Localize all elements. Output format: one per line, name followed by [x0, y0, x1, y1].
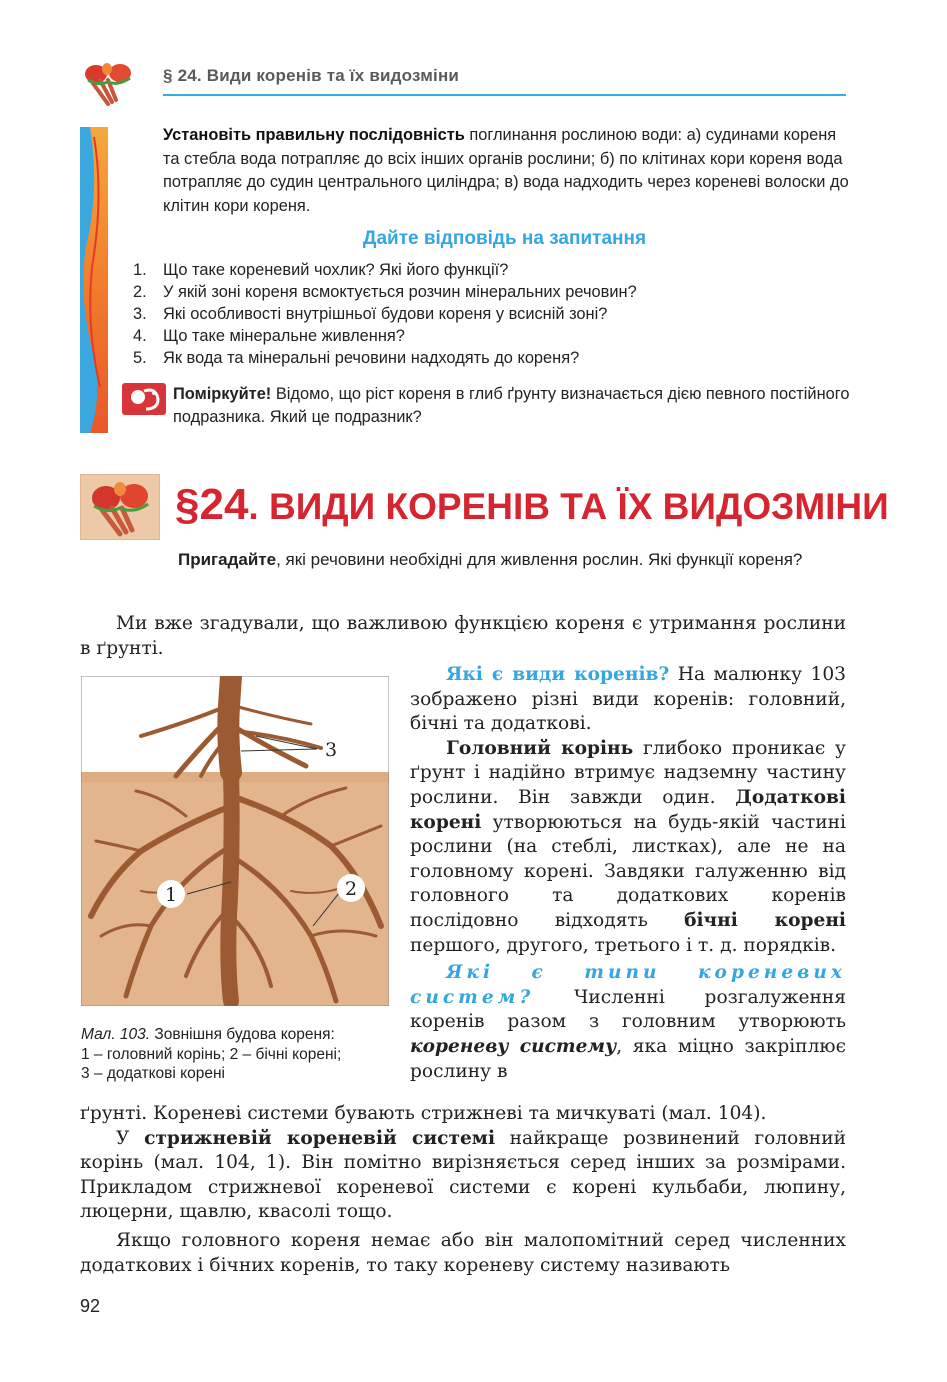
- label-3: 3: [325, 739, 338, 761]
- question-text: У якій зоні кореня всмоктується розчин мінеральних речовин?: [163, 283, 637, 301]
- lateral-text: першого, другого, третього і т. д. порядків.: [410, 934, 837, 956]
- adventitious-text: утворюються на будь-якій частині рослини (на стеблі, листках), але не на головному корені. Завдяки галуженню від головного та додаткових коренів послідовно відходять: [410, 811, 846, 931]
- figure-caption: [81, 1025, 399, 1084]
- term-adventitious-roots: Додаткові корені: [410, 786, 846, 833]
- recall-prompt: [178, 547, 853, 572]
- question-number: 4.: [133, 327, 147, 345]
- running-header-title: § 24. Види коренів та їх видозміни: [163, 66, 460, 85]
- think-lead: Поміркуйте!: [173, 385, 272, 403]
- question-item: [133, 259, 853, 281]
- recall-lead: Пригадайте: [178, 550, 277, 569]
- root-systems-text: Численні розгалуження коренів разом з головним утворюють: [410, 986, 846, 1033]
- main-root-paragraph: [410, 737, 846, 958]
- term-main-root: Головний корінь: [446, 737, 634, 759]
- question-number: 3.: [133, 305, 147, 323]
- caption-title: Зовнішня будова кореня:: [150, 1026, 335, 1043]
- question-item: [133, 303, 853, 325]
- main-root-text: глибоко проникає у ґрунт і надійно втримує надземну частину рослини. Він завжди один.: [410, 737, 846, 808]
- root-types-paragraph: [410, 663, 846, 737]
- label-2: 2: [344, 878, 358, 900]
- root-structure-figure: [81, 676, 389, 1006]
- task-text: поглинання рослиною води: а) судинами кореня та стебла вода потрапляє до всіх інших органів рослини; б) по клітинах кори кореня вода потрапляє до судин центрального циліндра; в) вода надходить через кореневі волоски до клітин кори кореня.: [163, 126, 849, 215]
- caption-line: [81, 1025, 399, 1045]
- sequence-task: [163, 124, 853, 218]
- task-lead: Установіть правильну послідовність: [163, 126, 465, 144]
- question-text: Що таке кореневий чохлик? Які його функції?: [163, 261, 509, 279]
- think-icon: [122, 383, 166, 415]
- root-types-text: На малюнку 103 зображено різні види коренів: головний, бічні та додаткові.: [410, 664, 846, 735]
- question-item: [133, 325, 853, 347]
- think-text: Відомо, що ріст кореня в глиб ґрунту визначається дією певного постійного подразника. Який це подразник?: [173, 385, 850, 426]
- question-text: Як вода та мінеральні речовини надходять до кореня?: [163, 349, 580, 367]
- taproot-paragraph: [80, 1127, 846, 1225]
- term-root-system: кореневу систему: [410, 1035, 617, 1057]
- think-prompt: [173, 383, 853, 429]
- root-types-column: [410, 663, 846, 1084]
- decorative-side-strip: [80, 127, 108, 433]
- question-number: 5.: [133, 349, 147, 367]
- root-types-question: Які є види коренів?: [446, 664, 670, 685]
- question-number: 1.: [133, 261, 147, 279]
- caption-figure-number: Мал. 103.: [81, 1026, 151, 1043]
- intro-paragraph: Ми вже згадували, що важливою функцією кореня є утримання рослини в ґрунті.: [80, 613, 846, 659]
- root-systems-continuation: [80, 1102, 846, 1278]
- recall-text: , які речовини необхідні для живлення рослин. Які функції кореня?: [276, 550, 803, 569]
- question-item: [133, 347, 853, 369]
- section-title: [175, 480, 889, 530]
- section-number: §24: [175, 480, 249, 529]
- caption-line: 1 – головний корінь; 2 – бічні корені;: [81, 1045, 342, 1063]
- question-item: [133, 281, 853, 303]
- root-systems-paragraph: [410, 961, 846, 1084]
- question-number: 2.: [133, 283, 147, 301]
- taproot-lead: У: [116, 1127, 145, 1149]
- section-title-text: . ВИДИ КОРЕНІВ ТА ЇХ ВИДОЗМІНИ: [248, 486, 889, 527]
- page-number: 92: [80, 1296, 101, 1316]
- questions-list: [133, 259, 853, 369]
- fibrous-intro-paragraph: Якщо головного кореня немає або він малопомітний серед численних додаткових і бічних коренів, то таку кореневу систему називають: [80, 1229, 846, 1276]
- questions-heading: Дайте відповідь на запитання: [362, 228, 647, 249]
- section-flower-icon: [80, 474, 160, 540]
- root-systems-question: Які є типи кореневих систем?: [410, 962, 846, 1008]
- root-system-text-end: , яка міцно закріплює рослину в: [410, 1035, 846, 1082]
- term-taproot-system: стрижневій кореневій системі: [144, 1127, 496, 1149]
- flower-emblem-icon: [78, 60, 138, 108]
- question-text: Які особливості внутрішньої будови кореня у всисній зоні?: [163, 305, 608, 323]
- caption-line: 3 – додаткові корені: [81, 1065, 225, 1082]
- label-1: 1: [164, 884, 178, 906]
- taproot-text: найкраще розвинений головний корінь (мал. 104, 1). Він помітно вирізняється серед інших за розмірами. Прикладом стрижневої кореневої системи є корені кульбаби, люпину, люцерни, щавлю, квасолі тощо.: [80, 1127, 846, 1223]
- continuation-line: ґрунті. Кореневі системи бувають стрижневі та мичкуваті (мал. 104).: [80, 1103, 767, 1124]
- term-lateral-roots: бічні корені: [684, 909, 846, 931]
- header-rule: [163, 94, 846, 96]
- question-text: Що таке мінеральне живлення?: [163, 327, 405, 345]
